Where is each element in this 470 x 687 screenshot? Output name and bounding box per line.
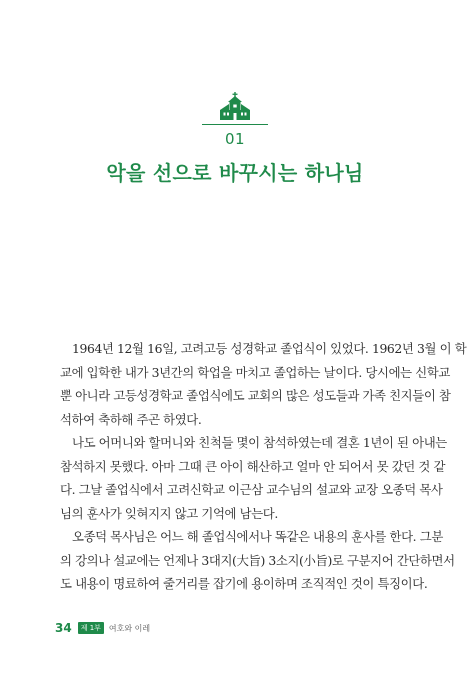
page-number: 34 xyxy=(55,621,72,635)
text-line: 도 내용이 명료하여 줄거리를 잡기에 용이하며 조직적인 것이 특징이다. xyxy=(60,576,428,591)
church-icon xyxy=(217,92,253,122)
running-title: 여호와 이레 xyxy=(108,623,151,633)
text-line: 참석하지 못했다. 아마 그때 큰 아이 해산하고 얼마 안 되어서 못 갔던 것 같 xyxy=(60,458,446,474)
paragraph xyxy=(60,525,455,596)
chapter-number: 01 xyxy=(224,130,246,148)
text-line: 의 강의나 설교에는 언제나 3대지(大旨) 3소지(小旨)로 구분지어 간단하면서 xyxy=(60,552,455,568)
text-line: 뿐 아니라 고등성경학교 졸업식에도 교회의 많은 성도들과 가족 친지들이 참 xyxy=(60,388,451,403)
chapter-divider xyxy=(202,124,268,125)
body-text xyxy=(60,337,467,596)
paragraph xyxy=(60,337,467,431)
part-badge: 제 1부 xyxy=(78,622,104,634)
text-line: 1964년 12월 16일, 고려고등 성경학교 졸업식이 있었다. 1962년 3월 이 학 xyxy=(72,341,467,356)
chapter-title: 악을 선으로 바꾸시는 하나님 xyxy=(106,161,364,185)
text-line: 나도 어머니와 할머니와 친척들 몇이 참석하였는데 결혼 1년이 된 아내는 xyxy=(72,435,447,450)
text-line: 다. 그날 졸업식에서 고려신학교 이근삼 교수님의 설교와 교장 오종덕 목사 xyxy=(60,482,443,497)
text-line: 석하여 축하해 주곤 하였다. xyxy=(60,411,202,427)
page-footer xyxy=(55,621,150,635)
text-line: 오종덕 목사님은 어느 해 졸업식에서나 똑같은 내용의 훈사를 한다. 그분 xyxy=(72,529,443,544)
text-line: 님의 훈사가 잊혀지지 않고 기억에 남는다. xyxy=(60,505,278,521)
chapter-header xyxy=(0,92,470,186)
paragraph xyxy=(60,431,447,525)
text-line: 교에 입학한 내가 3년간의 학업을 마치고 졸업하는 날이다. 당시에는 신학교 xyxy=(60,364,450,380)
